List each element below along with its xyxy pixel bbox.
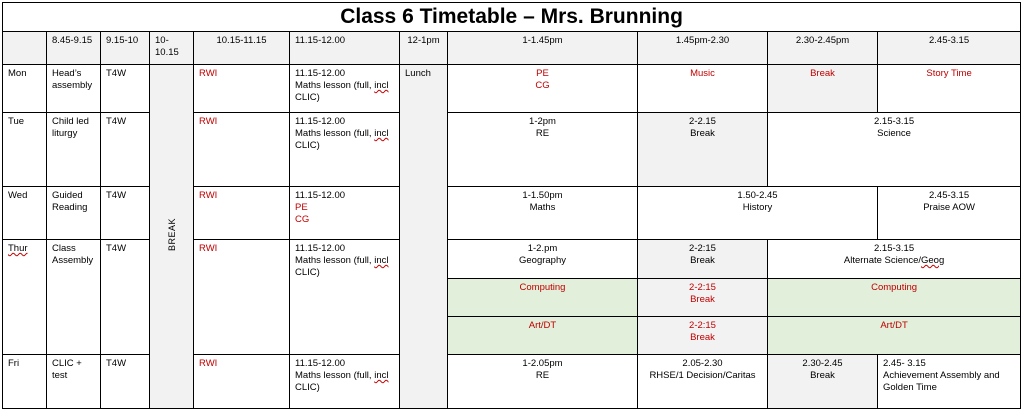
- lesson-time: 1.50-2.45: [737, 190, 778, 201]
- lesson-time: 2.45- 3.15: [883, 358, 926, 369]
- lesson-cell: T4W: [101, 65, 150, 113]
- day-label: Mon: [3, 65, 47, 113]
- lesson-text: Break: [690, 128, 715, 139]
- break-cell: [638, 279, 768, 317]
- lesson-time: 11.15-12.00: [295, 243, 346, 254]
- lesson-time: 1-2pm: [529, 116, 556, 127]
- lesson-text: PE: [295, 202, 308, 213]
- lesson-time: 1-2.05pm: [522, 358, 563, 369]
- lesson-text: RE: [535, 370, 550, 381]
- header-time: 10-10.15: [150, 32, 194, 65]
- lesson-cell: Story Time: [878, 65, 1021, 113]
- day-label-text: Thur: [8, 243, 28, 254]
- header-row: [3, 32, 1021, 65]
- lesson-text: Maths: [529, 202, 556, 213]
- lesson-text-part: incl: [374, 370, 389, 381]
- lesson-time: 2-2.15: [689, 116, 716, 127]
- lesson-text: Achievement Assembly and Golden Time: [883, 370, 1000, 393]
- lesson-cell: T4W: [101, 187, 150, 240]
- lesson-time: 2-2:15: [689, 282, 716, 293]
- break-label: BREAK: [166, 217, 177, 251]
- day-label: Fri: [3, 355, 47, 409]
- maths-cell: [290, 355, 400, 409]
- lesson-cell: Head’s assembly: [47, 65, 101, 113]
- lesson-time: 2.05-2.30: [682, 358, 723, 369]
- lesson-cell: Child led liturgy: [47, 113, 101, 187]
- lesson-text-part: Maths lesson (full,: [295, 128, 375, 139]
- lesson-cell: [448, 187, 638, 240]
- lesson-cell: [878, 355, 1021, 409]
- lesson-time: 2-2:15: [689, 243, 716, 254]
- lesson-cell: [878, 187, 1021, 240]
- lesson-text: History: [742, 202, 773, 213]
- lesson-text-part: CLIC): [295, 92, 320, 103]
- pe-cg-cell: [448, 65, 638, 113]
- lesson-time: 11.15-12.00: [295, 68, 346, 79]
- lesson-text: [295, 80, 394, 104]
- row-monday: [3, 65, 1021, 113]
- header-time: 9.15-10: [101, 32, 150, 65]
- lesson-text: CG: [535, 80, 550, 91]
- lesson-time: 2.15-3.15: [873, 116, 915, 127]
- lesson-cell: [638, 355, 768, 409]
- lesson-cell: RWI: [194, 65, 290, 113]
- lesson-cell: RWI: [194, 187, 290, 240]
- lesson-text: Break: [690, 332, 715, 343]
- break-cell: [768, 355, 878, 409]
- lesson-text-part: incl: [374, 80, 389, 91]
- lesson-time: 2.15-3.15: [873, 243, 915, 254]
- lesson-cell: Class Assembly: [47, 240, 101, 355]
- lesson-text: Geography: [518, 255, 566, 266]
- lesson-time: 1-2.pm: [527, 243, 558, 254]
- lesson-text: Break: [810, 370, 835, 381]
- maths-cell: [290, 65, 400, 113]
- lesson-text: Praise AOW: [923, 202, 975, 213]
- lunch-column: [400, 65, 448, 409]
- page-title: Class 6 Timetable – Mrs. Brunning: [340, 5, 683, 28]
- lesson-cell: [448, 355, 638, 409]
- lesson-cell: T4W: [101, 355, 150, 409]
- lesson-cell: CLIC + test: [47, 355, 101, 409]
- lesson-text-part: Geog: [921, 255, 945, 266]
- lesson-text-part: Alternate Science/: [843, 255, 921, 266]
- lesson-text: Break: [690, 294, 715, 305]
- lunch-label: Lunch: [405, 68, 431, 79]
- lesson-cell: Art/DT: [768, 317, 1021, 355]
- lesson-text: RE: [535, 128, 550, 139]
- lesson-text: [773, 255, 1015, 267]
- lesson-time: 2.30-2.45: [802, 358, 843, 369]
- lesson-cell: [448, 113, 638, 187]
- lesson-time: 11.15-12.00: [295, 358, 346, 369]
- day-label: Wed: [3, 187, 47, 240]
- maths-cell: [290, 240, 400, 355]
- lesson-cell: T4W: [101, 113, 150, 187]
- header-time: 2.45-3.15: [878, 32, 1021, 65]
- lesson-text-part: CLIC): [295, 140, 320, 151]
- lesson-time: 11.15-12.00: [295, 116, 346, 127]
- lesson-text: [295, 370, 394, 394]
- lesson-cell: Music: [638, 65, 768, 113]
- lesson-cell: [638, 187, 878, 240]
- timetable: [2, 2, 1021, 409]
- break-cell: [638, 240, 768, 279]
- header-time: 11.15-12.00: [290, 32, 400, 65]
- lesson-text-part: Maths lesson (full,: [295, 80, 375, 91]
- lesson-cell: T4W: [101, 240, 150, 355]
- lesson-text: Break: [690, 255, 715, 266]
- day-label: [3, 240, 47, 355]
- lesson-text: PE: [536, 68, 549, 79]
- lesson-cell: RWI: [194, 355, 290, 409]
- header-time: 10.15-11.15: [194, 32, 290, 65]
- lesson-text: Science: [877, 128, 911, 139]
- header-time: 1.45pm-2.30: [638, 32, 768, 65]
- pe-cg-cell: [290, 187, 400, 240]
- maths-cell: [290, 113, 400, 187]
- lesson-text: [295, 255, 394, 279]
- header-day: [3, 32, 47, 65]
- lesson-text: RHSE/1 Decision/Caritas: [649, 370, 756, 381]
- lesson-text: [295, 128, 394, 152]
- header-time: 2.30-2.45pm: [768, 32, 878, 65]
- lesson-cell: Computing: [448, 279, 638, 317]
- lesson-cell: Guided Reading: [47, 187, 101, 240]
- lesson-time: 1-1.50pm: [522, 190, 563, 201]
- lesson-text-part: Maths lesson (full,: [295, 370, 375, 381]
- break-column: [150, 65, 194, 409]
- lesson-cell: RWI: [194, 113, 290, 187]
- lesson-text: CG: [295, 214, 310, 225]
- header-time: 8.45-9.15: [47, 32, 101, 65]
- lesson-text-part: CLIC): [295, 267, 320, 278]
- lesson-text-part: incl: [374, 128, 389, 139]
- lesson-cell: RWI: [194, 240, 290, 355]
- break-cell: [638, 113, 768, 187]
- lesson-cell: Art/DT: [448, 317, 638, 355]
- lesson-time: 2.45-3.15: [928, 190, 970, 201]
- title-cell: [3, 3, 1021, 32]
- lesson-cell: [448, 240, 638, 279]
- break-cell: Break: [768, 65, 878, 113]
- lesson-time: 11.15-12.00: [295, 190, 346, 201]
- day-label: Tue: [3, 113, 47, 187]
- lesson-cell: [768, 240, 1021, 279]
- header-time: 1-1.45pm: [448, 32, 638, 65]
- lesson-text-part: incl: [374, 255, 389, 266]
- lesson-text-part: Maths lesson (full,: [295, 255, 375, 266]
- lesson-text-part: CLIC): [295, 382, 320, 393]
- lesson-cell: [768, 113, 1021, 187]
- lesson-cell: Computing: [768, 279, 1021, 317]
- header-time: 12-1pm: [400, 32, 448, 65]
- lesson-time: 2-2:15: [689, 320, 716, 331]
- break-cell: [638, 317, 768, 355]
